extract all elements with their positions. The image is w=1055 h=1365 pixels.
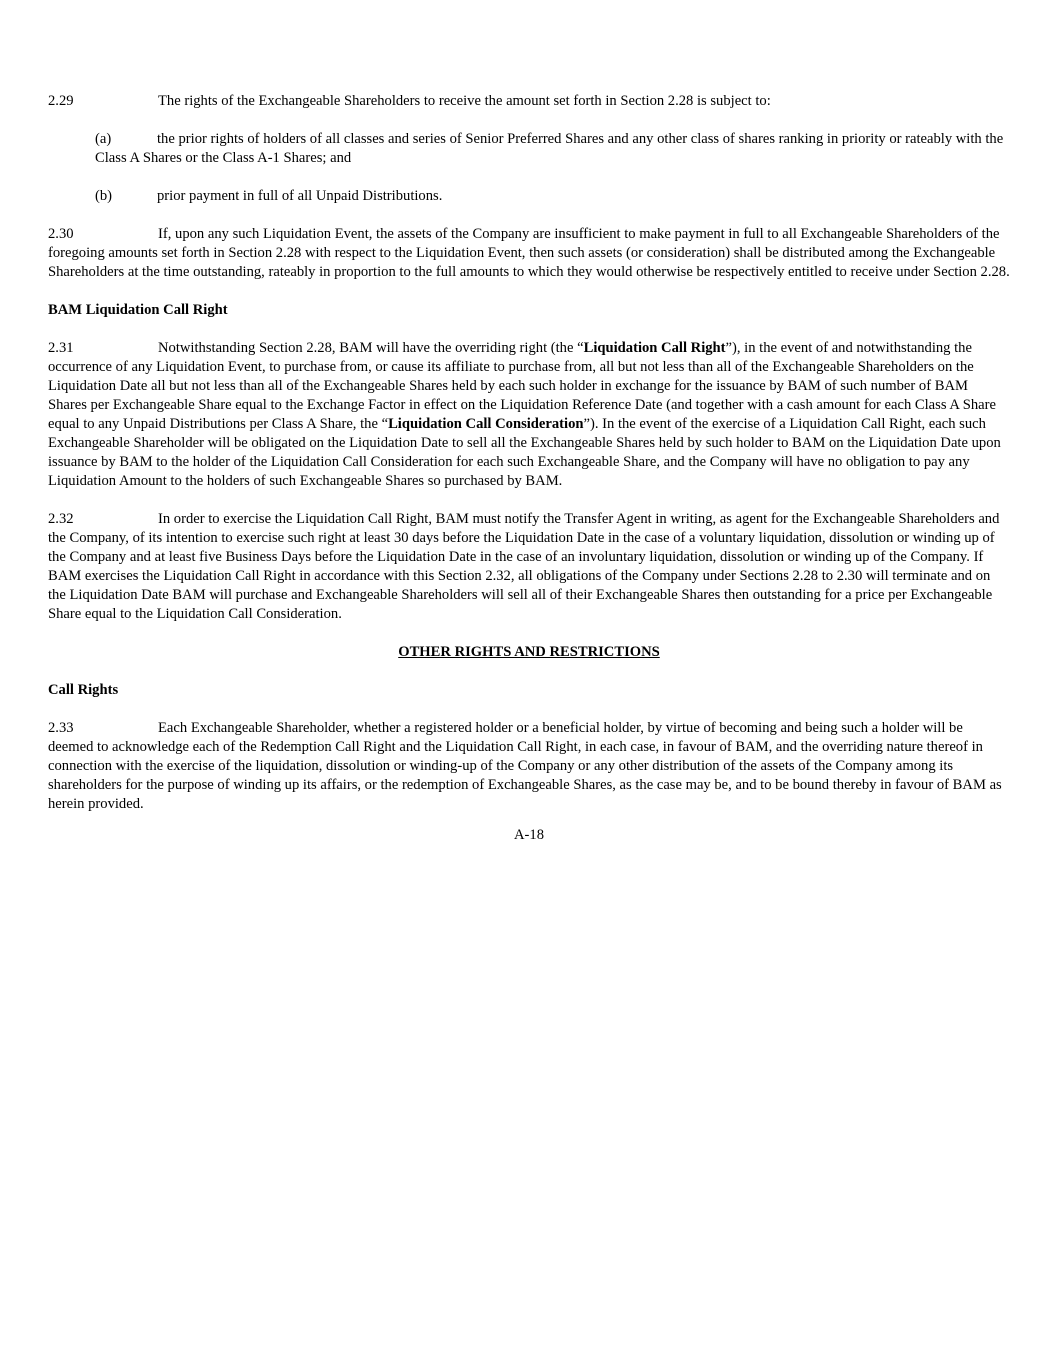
section-number: 2.31 [48, 340, 74, 356]
heading-bam-liquidation-call-right: BAM Liquidation Call Right [48, 302, 228, 318]
subsection-text: prior payment in full of all Unpaid Distributions. [157, 188, 443, 204]
heading-call-rights: Call Rights [48, 682, 119, 698]
section-text: ”). In the event of the exercise of a Liquidation Call Right, each such Exchangeable Shareholder will be obligated on the Liquidation Date to sell all the Exchangeable Shares held by such holder to BAM on the Liquidation Date upon issuance by BAM to the holder of the Liquidation Call Consideration for each such Exchangeable Share, and the Company will have no obligation to pay any Liquidation Amount to the holders of such Exchangeable Shares so purchased by BAM. [48, 416, 1001, 489]
section-text: Notwithstanding Section 2.28, BAM will have the overriding right (the “ [158, 340, 584, 356]
section-number: 2.29 [48, 93, 74, 109]
defined-term: Liquidation Call Consideration [388, 416, 584, 432]
section-text: In order to exercise the Liquidation Call Right, BAM must notify the Transfer Agent in writing, as agent for the Exchangeable Shareholders and the Company, of its intention to exercise such right at least 30 days before the Liquidation Date in the case of a voluntary liquidation, dissolution or winding up of the Company and at least five Business Days before the Liquidation Date in the case of an involuntary liquidation, dissolution or winding up of the Company. If BAM exercises the Liquidation Call Right in accordance with this Section 2.32, all obligations of the Company under Sections 2.28 to 2.30 will terminate and on the Liquidation Date BAM will purchase and Exchangeable Shareholders will sell all of their Exchangeable Shares then outstanding for a price per Exchangeable Share equal to the Liquidation Call Consideration. [48, 511, 1000, 622]
section-text: ”), in the event of and notwithstanding the occurrence of any Liquidation Event, to purchase from, or cause its affiliate to purchase from, all but not less than all of the Exchangeable Shareholders on the Liquidation Date all but not less than all of the Exchangeable Shares held by each such holder in exchange for the issuance by BAM of such number of BAM Shares per Exchangeable Share equal to the Exchange Factor in effect on the Liquidation Reference Date (and together with a cash amount for each Class A Share equal to any Unpaid Distributions per Class A Share, the “ [48, 340, 996, 432]
section-2-33 [48, 719, 1010, 814]
section-text: Each Exchangeable Shareholder, whether a registered holder or a beneficial holder, by virtue of becoming and being such a holder will be deemed to acknowledge each of the Redemption Call Right and the Liquidation Call Right, in each case, in favour of BAM, and the overriding nature thereof in connection with the exercise of the liquidation, dissolution or winding-up of the Company or any other distribution of the assets of the Company among its shareholders for the purpose of winding up its affairs, or the redemption of Exchangeable Shares, as the case may be, and to be bound thereby in favour of BAM as herein provided. [48, 720, 1002, 812]
page-number: A-18 [514, 827, 544, 843]
section-2-31 [48, 339, 1010, 491]
section-number: 2.30 [48, 226, 74, 242]
defined-term: Liquidation Call Right [583, 340, 726, 356]
section-text: The rights of the Exchangeable Shareholders to receive the amount set forth in Section 2.28 is subject to: [158, 93, 771, 109]
subsection-b [95, 187, 1010, 206]
section-2-32 [48, 510, 1010, 624]
section-number: 2.32 [48, 511, 74, 527]
section-text: If, upon any such Liquidation Event, the assets of the Company are insufficient to make payment in full to all Exchangeable Shareholders of the foregoing amounts set forth in Section 2.28 with respect to the Liquidation Event, then such assets (or consideration) shall be distributed among the Exchangeable Shareholders at the time outstanding, rateably in proportion to the full amounts to which they would otherwise be respectively entitled to receive under Section 2.28. [48, 226, 1010, 280]
section-number: 2.33 [48, 720, 74, 736]
subsection-label: (a) [95, 131, 112, 147]
document-page [48, 92, 1010, 845]
subsection-text: the prior rights of holders of all classes and series of Senior Preferred Shares and any other class of shares ranking in priority or rateably with the Class A Shares or the Class A-1 Shares; and [95, 131, 1004, 166]
section-2-29 [48, 92, 1010, 111]
subsection-label: (b) [95, 188, 113, 204]
heading-other-rights: OTHER RIGHTS AND RESTRICTIONS [398, 644, 660, 660]
section-2-30 [48, 225, 1010, 282]
subsection-a [95, 130, 1010, 168]
